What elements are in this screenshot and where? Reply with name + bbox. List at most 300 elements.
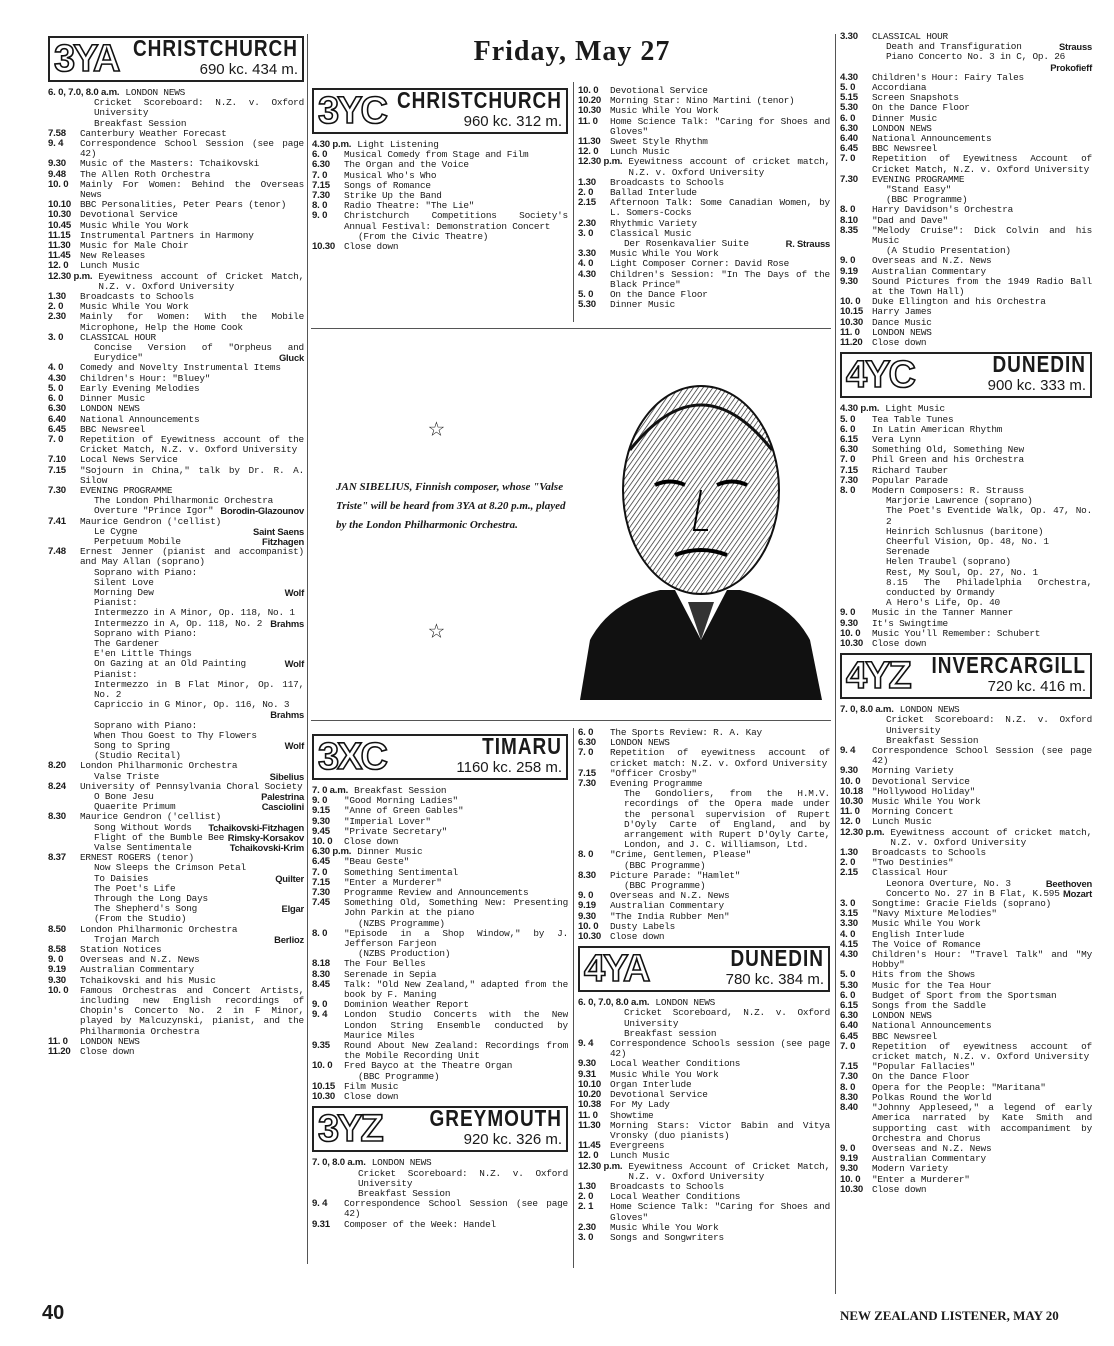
programme-title: Morning Concert (872, 806, 954, 818)
programme-title: Home Science Talk: "Caring for Shoes and Gloves" (610, 1201, 830, 1223)
schedule-description (344, 242, 568, 252)
programme-title: The Poet's Life (94, 882, 176, 894)
programme-title: Music While You Work (610, 248, 719, 260)
column-rule (307, 34, 308, 1264)
schedule-item (312, 980, 568, 1000)
schedule-time (48, 588, 80, 598)
schedule-time: 12. 0 (48, 260, 69, 272)
schedule-time: 6.40 (840, 1020, 858, 1032)
composer-name: Rimsky-Korsakov (227, 831, 304, 843)
programme-title: Something Old, Something New: Presenting John Parkin at the piano (344, 897, 568, 919)
composer-name: Brahms (270, 617, 304, 629)
schedule-time (578, 789, 610, 850)
schedule-time: 8.40 (840, 1102, 858, 1114)
schedule-time: 11. 0 (840, 806, 860, 818)
programme-title: Leonora Overture, No. 3 (886, 877, 1011, 889)
schedule-time (48, 608, 80, 618)
programme-title: Light Music (885, 403, 945, 415)
publication-footer: NEW ZEALAND LISTENER, MAY 20 (840, 1308, 1059, 1323)
programme-title: Maurice Gendron ('cellist) (80, 811, 222, 823)
programme-title: Now Sleeps the Crimson Petal (94, 862, 246, 874)
programme-title: Close down (872, 1183, 927, 1195)
programme-title: Soprano with Piano: (94, 627, 198, 639)
schedule-time: 9.30 (578, 1058, 596, 1070)
schedule-time: 10. 0 (578, 920, 599, 932)
schedule-item (48, 568, 304, 578)
schedule-time (840, 568, 872, 578)
schedule-description (872, 1185, 1092, 1195)
schedule-time (48, 527, 80, 537)
programme-title: The Organ and the Voice (344, 159, 469, 171)
schedule-time: 4.30 p.m. (840, 403, 880, 415)
composer-name: Beethoven (1045, 877, 1092, 889)
station-frequency: 690 kc. 434 m. (199, 61, 298, 78)
programme-title: On the Dance Floor (872, 102, 970, 114)
schedule-time: 9.35 (312, 1040, 330, 1052)
schedule-time (840, 496, 872, 506)
programme-title: Breakfast session (624, 1027, 717, 1039)
programme-title: Modern Composers: R. Strauss (872, 484, 1024, 496)
schedule-time: 2. 1 (578, 1201, 594, 1213)
programme-title: On the Dance Floor (872, 1071, 970, 1083)
programme-title: Devotional Service (872, 775, 970, 787)
programme-title: Lunch Music (872, 816, 932, 828)
schedule-description (80, 466, 304, 486)
schedule-description (610, 1233, 830, 1243)
schedule-time: 9.30 (840, 275, 858, 287)
programme-title: Heinrich Schlusnus (baritone) (886, 525, 1044, 537)
schedule-time: 1.30 (840, 847, 858, 859)
programme-title: Budget of Sport from the Sportsman (872, 989, 1057, 1001)
programme-title: Evening Programme (610, 778, 703, 790)
schedule-time (48, 568, 80, 578)
schedule-time: 11. 0 (48, 1035, 68, 1047)
programme-title: Light Composer Corner: David Rose (610, 258, 790, 270)
schedule-time (840, 42, 872, 52)
composer-name: Casciolini (261, 801, 304, 813)
schedule-item (578, 1008, 830, 1028)
programme-title: Songs of Romance (344, 179, 431, 191)
schedule-item (578, 117, 830, 137)
schedule-item (48, 863, 304, 873)
programme-title: Round About New Zealand: Recordings from the Mobile Recording Unit (344, 1040, 568, 1062)
schedule-description (80, 1047, 304, 1057)
programme-title: Repetition of eyewitness account of cricket match, N.Z. v. Oxford University (872, 1040, 1092, 1063)
schedule-time: 4.30 (578, 268, 596, 280)
schedule-item (840, 154, 1092, 174)
programme-title: LONDON NEWS (655, 997, 716, 1009)
schedule-4ya-continued (840, 32, 1092, 348)
schedule-item (48, 272, 304, 292)
schedule-item (578, 300, 830, 310)
programme-title: The Gardener (94, 637, 160, 649)
programme-title: National Announcements (872, 1020, 992, 1032)
page-number: 40 (42, 1302, 65, 1324)
programme-title: Music While You Work (610, 105, 719, 117)
schedule-time: 6.40 (48, 413, 66, 425)
schedule-time: 6.15 (840, 1000, 858, 1012)
programme-title: Intermezzo in A, Op. 118, No. 2 (94, 617, 263, 629)
programme-title: Cricket Scoreboard: N.Z. v. Oxford University (886, 714, 1092, 736)
schedule-item (578, 1162, 830, 1182)
programme-title: Devotional Service (610, 85, 708, 96)
schedule-time: 10.20 (578, 95, 602, 107)
programme-title: Programme Review and Announcements (344, 887, 529, 899)
schedule-time: 3.30 (578, 248, 596, 260)
schedule-time: 7. 0, 8.0 a.m. (312, 1157, 366, 1169)
programme-title: Dinner Music (357, 846, 423, 858)
schedule-time: 7.48 (48, 546, 66, 558)
programme-title: Music While You Work (610, 1068, 719, 1080)
schedule-time: 3.30 (840, 918, 858, 930)
programme-title: Classical Music (610, 227, 692, 239)
programme-title: "Dad and Dave" (872, 214, 948, 226)
schedule-time: 10.30 (312, 1091, 336, 1103)
programme-title: Music While You Work (872, 796, 981, 807)
programme-title: Dominion Weather Report (344, 999, 469, 1011)
programme-title: Cheerful Vision, Op. 48, No. 1 (886, 535, 1049, 547)
star-icon: ☆ (428, 616, 445, 647)
schedule-time: 10. 0 (48, 984, 69, 996)
schedule-item (578, 1039, 830, 1059)
column-mid2 (578, 728, 830, 1243)
station-header-3xc (312, 734, 568, 780)
schedule-time: 6.30 (312, 159, 330, 171)
programme-title: A Hero's Life, Op. 40 (886, 597, 1000, 609)
composer-name: Mozart (1062, 887, 1092, 899)
schedule-time: 1.30 (48, 291, 66, 303)
programme-title: (From the Studio) (94, 913, 187, 925)
schedule-time: 7. 0 (578, 747, 594, 759)
schedule-time (48, 680, 80, 700)
programme-title: Music While You Work (872, 918, 981, 930)
schedule-time: 10.30 (48, 209, 72, 221)
programme-title: "Crime, Gentlemen, Please" (610, 849, 752, 861)
schedule-item (840, 226, 1092, 246)
programme-title: LONDON NEWS (610, 737, 670, 749)
schedule-item (48, 659, 304, 669)
schedule-time: 8.30 (840, 1091, 858, 1103)
schedule-3yc (312, 140, 568, 252)
schedule-time: 3. 0 (578, 227, 594, 239)
schedule-time: 7.30 (840, 1071, 858, 1083)
programme-title: "Private Secretary" (344, 825, 448, 837)
schedule-time: 7.30 (840, 173, 858, 185)
schedule-time: 9. 4 (48, 138, 64, 150)
programme-title: LONDON NEWS (80, 1035, 140, 1047)
programme-title: Famous Orchestras and Concert Artists, including new English recordings of Chopin's Concerto No. 2 in F Minor, played by Malcuzynski, pianist, and the Philharmonia Orchestra (80, 984, 304, 1037)
programme-title: Morning Star: Nino Martini (tenor) (610, 95, 795, 107)
schedule-time: 9. 0 (840, 255, 856, 267)
schedule-time: 11. 0 (578, 115, 598, 127)
schedule-item (48, 680, 304, 700)
schedule-time: 9.48 (48, 168, 66, 180)
programme-title: When Thou Goest to Thy Flowers (94, 729, 257, 741)
schedule-time: 7. 0, 8.0 a.m. (840, 704, 894, 716)
schedule-time: 2.30 (578, 217, 596, 229)
schedule-description (610, 748, 830, 768)
programme-title: Children's Hour: "Travel Talk" and "My Hobby" (872, 949, 1092, 971)
programme-title: Serenade in Sepia (344, 968, 437, 980)
schedule-time: 9. 0 (840, 1142, 856, 1154)
schedule-time: 9. 0 (48, 954, 64, 966)
schedule-time: 10.30 (312, 241, 336, 253)
programme-title: Close down (344, 836, 399, 848)
schedule-time: 2.15 (578, 197, 596, 209)
programme-title: Broadcasts to Schools (610, 176, 724, 188)
programme-title: LONDON NEWS (371, 1157, 432, 1169)
station-frequency: 1160 kc. 258 m. (456, 759, 562, 776)
schedule-description (344, 1199, 568, 1219)
programme-title: Le Cygne (94, 525, 138, 537)
schedule-time (48, 731, 80, 741)
programme-title: Soprano with Piano: (94, 719, 198, 731)
schedule-time: 9.30 (312, 815, 330, 827)
schedule-time: 6.30 (840, 122, 858, 134)
programme-title: In Latin American Rhythm (872, 423, 1003, 435)
schedule-time (840, 715, 872, 735)
schedule-item (48, 435, 304, 455)
schedule-time: 10.30 (840, 796, 864, 807)
schedule-time: 6.45 (840, 143, 858, 155)
programme-title: Breakfast Session (94, 117, 187, 129)
schedule-item (312, 929, 568, 949)
programme-title: The Gondoliers, from the H.M.V. recordings of the Opera made under the personal supervision of Rupert D'Oyly Carte of England, and by arrangement with Rupert D'Oyly Carte, London, and J. C. Williamson, Ltd. (624, 788, 830, 851)
schedule-time (578, 1008, 610, 1028)
programme-title: ERNEST ROGERS (tenor) (80, 852, 194, 864)
composer-name: Tchaikovski-Krim (229, 842, 304, 854)
schedule-time: 10.15 (840, 306, 864, 318)
schedule-item (312, 1061, 568, 1071)
schedule-item (48, 578, 304, 588)
station-header-4ya (578, 946, 830, 992)
programme-title: Pianist: (94, 668, 138, 680)
schedule-item (578, 748, 830, 768)
programme-title: CLASSICAL HOUR (80, 331, 156, 343)
schedule-time: 6. 0 (840, 112, 856, 124)
programme-title: LONDON NEWS (899, 704, 960, 716)
schedule-time: 5. 0 (840, 82, 856, 94)
schedule-time: 10. 0 (48, 178, 69, 190)
schedule-time: 9.30 (578, 910, 596, 922)
schedule-time: 1.30 (578, 176, 596, 188)
programme-title: EVENING PROGRAMME (872, 173, 965, 185)
schedule-item (840, 578, 1092, 598)
schedule-item (48, 588, 304, 598)
schedule-time: 11. 0 (840, 326, 860, 338)
programme-title: Music While You Work (610, 1221, 719, 1233)
schedule-time: 10.15 (312, 1080, 336, 1092)
schedule-description (872, 506, 1092, 526)
programme-title: Overture "Prince Igor" (94, 505, 214, 517)
schedule-item (840, 1103, 1092, 1144)
schedule-item (48, 98, 304, 118)
schedule-description (610, 198, 830, 218)
schedule-time (48, 496, 80, 506)
programme-title: "Good Morning Ladies" (344, 795, 458, 807)
schedule-time: 9.19 (840, 1153, 858, 1165)
station-frequency: 920 kc. 326 m. (463, 1131, 562, 1149)
programme-title: Harry James (872, 306, 932, 318)
programme-title: Film Music (344, 1080, 399, 1092)
programme-title: Morning Stars: Victor Babin and Vitya Vronsky (duo pianists) (610, 1119, 830, 1141)
composer-name: Palestrina (261, 791, 304, 803)
schedule-time: 2.30 (578, 1221, 596, 1233)
schedule-item (48, 139, 304, 159)
programme-title: Early Evening Melodies (80, 382, 200, 394)
programme-title: National Announcements (872, 133, 992, 145)
programme-title: LONDON NEWS (80, 403, 140, 415)
programme-title: Soprano with Piano: (94, 566, 198, 578)
station-name: GREYMOUTH (429, 1107, 562, 1133)
schedule-time: 9.30 (840, 1163, 858, 1175)
schedule-item (840, 52, 1092, 72)
schedule-time: 9.31 (578, 1068, 596, 1080)
composer-name: Brahms (270, 709, 304, 721)
programme-title: Dance Music (872, 316, 932, 328)
schedule-description (610, 932, 830, 942)
schedule-time: 9.19 (578, 900, 596, 912)
schedule-item (48, 466, 304, 486)
schedule-item (578, 157, 830, 177)
schedule-time: 5. 0 (840, 969, 856, 981)
schedule-4yz (840, 705, 1092, 1195)
programme-title: "The India Rubber Men" (610, 910, 730, 922)
schedule-time: 9.30 (840, 765, 858, 777)
programme-title: Modern Variety (872, 1163, 948, 1175)
schedule-time (48, 721, 80, 731)
programme-title: Overseas and N.Z. News (610, 890, 730, 902)
schedule-time (48, 670, 80, 680)
programme-title: "Popular Fallacies" (872, 1061, 976, 1073)
schedule-item (312, 1041, 568, 1061)
schedule-time: 5. 0 (48, 382, 64, 394)
schedule-time: 2. 0 (48, 301, 64, 313)
schedule-time: 7.10 (48, 454, 66, 466)
schedule-time: 10.30 (840, 637, 864, 649)
schedule-time: 5.30 (578, 299, 596, 311)
schedule-time: 10.45 (48, 219, 72, 231)
programme-title: LONDON NEWS (872, 326, 932, 338)
programme-title: Eyewitness account of cricket match, N.Z. v. Oxford University (628, 156, 830, 178)
programme-title: Children's Hour: "Bluey" (80, 372, 211, 384)
programme-title: Music for the Tea Hour (872, 979, 992, 991)
schedule-time: 7. 0 a.m. (312, 785, 349, 796)
schedule-time (48, 823, 80, 833)
schedule-time: 12.30 p.m. (578, 1160, 623, 1172)
schedule-time: 11.45 (578, 1140, 601, 1152)
station-name: DUNEDIN (730, 947, 824, 973)
column-3xc (312, 730, 568, 1230)
schedule-time: 3. 0 (48, 331, 64, 343)
programme-title: (BBC Programme) (624, 859, 706, 871)
schedule-time: 2.15 (840, 867, 858, 879)
schedule-time: 7. 0 (312, 866, 328, 878)
schedule-time: 7. 0 (840, 1040, 856, 1052)
schedule-time (48, 578, 80, 588)
schedule-item (840, 828, 1092, 848)
programme-title: Concerto No. 27 in B Flat, K.595 (886, 887, 1060, 899)
composer-name: Quilter (275, 872, 304, 884)
schedule-description (344, 1220, 568, 1230)
programme-title: "Episode in a Shop Window," by J. Jefferson Farjeon (344, 927, 568, 950)
schedule-description (610, 789, 830, 850)
programme-title: Light Listening (357, 139, 439, 150)
schedule-description (344, 1041, 568, 1061)
schedule-description (872, 1103, 1092, 1144)
programme-title: Pianist: (94, 597, 138, 609)
composer-name: Prokofieff (1050, 61, 1092, 73)
programme-title: Music While You Work (80, 219, 189, 231)
schedule-time: 8. 0 (840, 484, 856, 496)
programme-title: Polkas Round the World (872, 1091, 992, 1103)
programme-title: Australian Commentary (872, 265, 986, 277)
schedule-time: 6. 0, 7.0, 8.0 a.m. (578, 997, 650, 1009)
programme-title: Capriccio in G Minor, Op. 116, No. 3 (94, 699, 290, 711)
schedule-item (48, 874, 304, 884)
programme-title: Close down (344, 1091, 399, 1103)
programme-title: Musical Comedy from Stage and Film (344, 149, 529, 161)
programme-title: Correspondence School Session (see page 42) (872, 744, 1092, 767)
programme-title: Accordiana (872, 82, 927, 94)
composer-name: Wolf (284, 740, 304, 751)
programme-title: Australian Commentary (80, 964, 194, 976)
programme-title: Musical Who's Who (344, 169, 437, 181)
schedule-item (840, 175, 1092, 185)
programme-title: London Studio Concerts with the New London String Ensemble conducted by Maurice Miles (344, 1009, 568, 1041)
schedule-time: 7.15 (312, 876, 330, 888)
programme-title: (BBC Programme) (624, 880, 706, 892)
programme-title: Popular Parade (872, 474, 948, 486)
schedule-time: 12.30 p.m. (48, 270, 93, 282)
programme-title: Devotional Service (610, 1089, 708, 1101)
schedule-time: 6. 0 (840, 423, 856, 435)
schedule-item (312, 1092, 568, 1102)
programme-title: (Studio Recital) (94, 750, 181, 762)
programme-title: "Johnny Appleseed," a legend of early America narrated by Kate Smith and supporting cast with accompaniment by Orchestra and Chorus (872, 1102, 1092, 1144)
schedule-time: 9.30 (840, 617, 858, 629)
schedule-time: 11.30 (578, 1119, 601, 1131)
column-4 (840, 32, 1092, 1195)
composer-name: Tchaikovski-Fitzhagen (208, 821, 304, 833)
programme-title: Correspondence School Session (see page 42) (80, 138, 304, 160)
schedule-time: 5. 0 (578, 289, 594, 301)
schedule-time: 8.50 (48, 923, 66, 935)
programme-title: The Voice of Romance (872, 938, 981, 950)
schedule-item (312, 211, 568, 231)
programme-title: "Two Destinies" (872, 857, 954, 869)
programme-title: Trojan March (94, 933, 160, 945)
schedule-3yz (312, 1158, 568, 1229)
programme-title: Composer of the Week: Handel (344, 1218, 496, 1230)
programme-title: Comedy and Novelty Instrumental Items (80, 362, 281, 374)
schedule-item (48, 629, 304, 639)
schedule-time: 9.30 (48, 158, 66, 170)
schedule-item (840, 746, 1092, 766)
programme-title: Tchaikovski and his Music (80, 974, 216, 986)
programme-title: The London Philharmonic Orchestra (94, 495, 274, 507)
programme-title: The Allen Roth Orchestra (80, 168, 211, 180)
schedule-time: 10. 0 (840, 296, 861, 308)
programme-title: BBC Newsreel (80, 423, 146, 435)
programme-title: "Anne of Green Gables" (344, 805, 464, 817)
schedule-time: 7.15 (578, 767, 596, 779)
schedule-item (48, 925, 304, 935)
programme-title: Local Weather Conditions (610, 1191, 741, 1203)
schedule-time: 6. 0 (578, 727, 594, 738)
schedule-time: 5.15 (840, 92, 858, 104)
schedule-time (840, 578, 872, 598)
